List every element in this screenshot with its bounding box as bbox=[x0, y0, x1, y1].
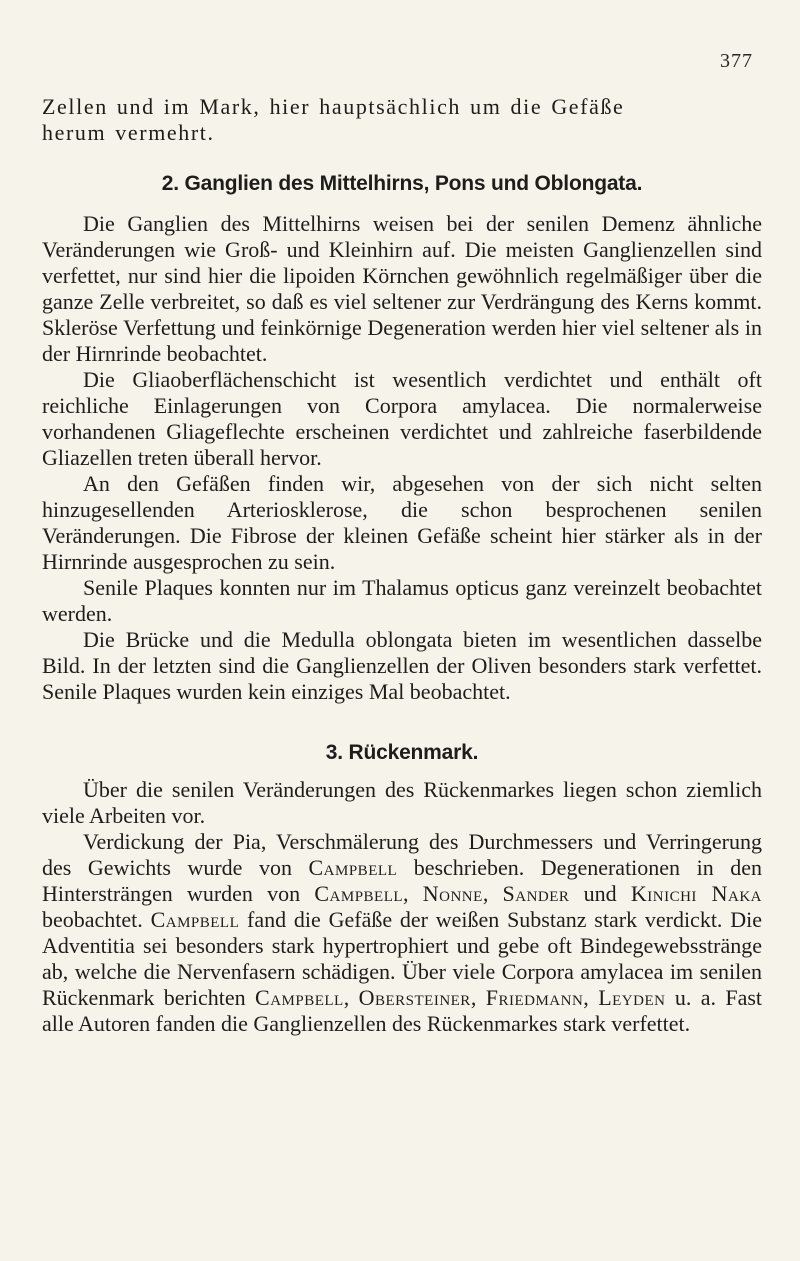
page-number: 377 bbox=[720, 50, 753, 72]
author-name: Leyden bbox=[598, 985, 666, 1010]
author-name: Nonne bbox=[422, 881, 483, 906]
intro-line-2: herum vermehrt. bbox=[42, 120, 215, 145]
paragraph-rueckenmark-befunde bbox=[42, 829, 762, 1037]
text-run: , bbox=[470, 985, 486, 1010]
paragraph-gliaoberflaeche: Die Gliaoberflächenschicht ist wesentlich verdichtet und enthält oft reichliche Einlagerungen von Corpora amylacea. Die normalerweise vorhandenen Gliageflechte erscheinen verdichtet und zahlreiche faserbildende Gliazellen treten überall hervor. bbox=[42, 367, 762, 470]
paragraph-rueckenmark-arbeiten: Über die senilen Veränderungen des Rückenmarkes liegen schon ziemlich viele Arbeiten vor. bbox=[42, 777, 762, 828]
author-name: Kinichi Naka bbox=[630, 881, 762, 906]
section-heading-rueckenmark: 3. Rückenmark. bbox=[325, 741, 479, 764]
text-run: , bbox=[343, 985, 359, 1010]
author-name: Campbell bbox=[308, 855, 398, 880]
author-name: Friedmann bbox=[485, 985, 584, 1010]
paragraph-bruecke-medulla: Die Brücke und die Medulla oblongata bieten im wesentlichen dasselbe Bild. In der letzten sind die Ganglienzellen der Oliven besonders stark verfettet. Senile Plaques wurden kein einziges Mal beobachtet. bbox=[42, 627, 762, 704]
text-run: beschrieben. Degenerationen in den Hintersträngen wurden von bbox=[42, 855, 762, 906]
text-run: beobachtet. bbox=[42, 907, 151, 932]
text-run: , bbox=[482, 881, 503, 906]
text-run: u. a. Fast alle Autoren fanden die Ganglienzellen des Rückenmarkes stark verfettet. bbox=[42, 985, 763, 1036]
paragraph-ganglien-mittelhirn: Die Ganglien des Mittelhirns weisen bei der senilen Demenz ähnliche Veränderungen wie Groß- und Kleinhirn auf. Die meisten Ganglienzellen sind verfettet, nur sind hier die lipoiden Körnchen gewöhnlich regelmäßiger über die ganze Zelle verbreitet, so daß es viel seltener zur Verdrängung des Kerns kommt. Skleröse Verfettung und feinkörnige Degeneration werden hier viel seltener als in der Hirnrinde beobachtet. bbox=[42, 211, 762, 366]
author-name: Sander bbox=[502, 881, 570, 906]
paragraph-senile-plaques-thalamus: Senile Plaques konnten nur im Thalamus opticus ganz vereinzelt beobachtet werden. bbox=[42, 575, 762, 626]
intro-line-1: Zellen und im Mark, hier hauptsächlich um die Gefäße bbox=[42, 94, 625, 119]
page-body bbox=[42, 94, 762, 1037]
text-run: , bbox=[403, 881, 423, 906]
paragraph-gefaesse: An den Gefäßen finden wir, abgesehen von der sich nicht selten hinzugesellenden Arteriosklerose, die schon besprochenen senilen Veränderungen. Die Fibrose der kleinen Gefäße scheint hier stärker als in der Hirnrinde ausgesprochen zu sein. bbox=[42, 471, 762, 574]
text-run: Verdickung der Pia, Verschmälerung des Durchmessers und Verringerung des Gewichts wurde von bbox=[42, 829, 762, 880]
text-run: und bbox=[569, 881, 631, 906]
author-name: Campbell bbox=[150, 907, 240, 932]
author-name: Campbell bbox=[255, 985, 344, 1010]
author-name: Obersteiner bbox=[358, 985, 471, 1010]
section-heading-ganglien: 2. Ganglien des Mittelhirns, Pons und Oblongata. bbox=[161, 172, 643, 195]
text-run: , bbox=[583, 985, 599, 1010]
author-name: Campbell bbox=[314, 881, 404, 906]
intro-paragraph bbox=[42, 94, 762, 146]
text-run: fand die Gefäße der weißen Substanz stark verdickt. Die Adventitia sei besonders stark hypertrophiert und gebe oft Bindegewebsstränge ab, welche die Nervenfasern schädigen. Über viele Corpora amylacea im senilen Rückenmark berichten bbox=[42, 907, 762, 1010]
